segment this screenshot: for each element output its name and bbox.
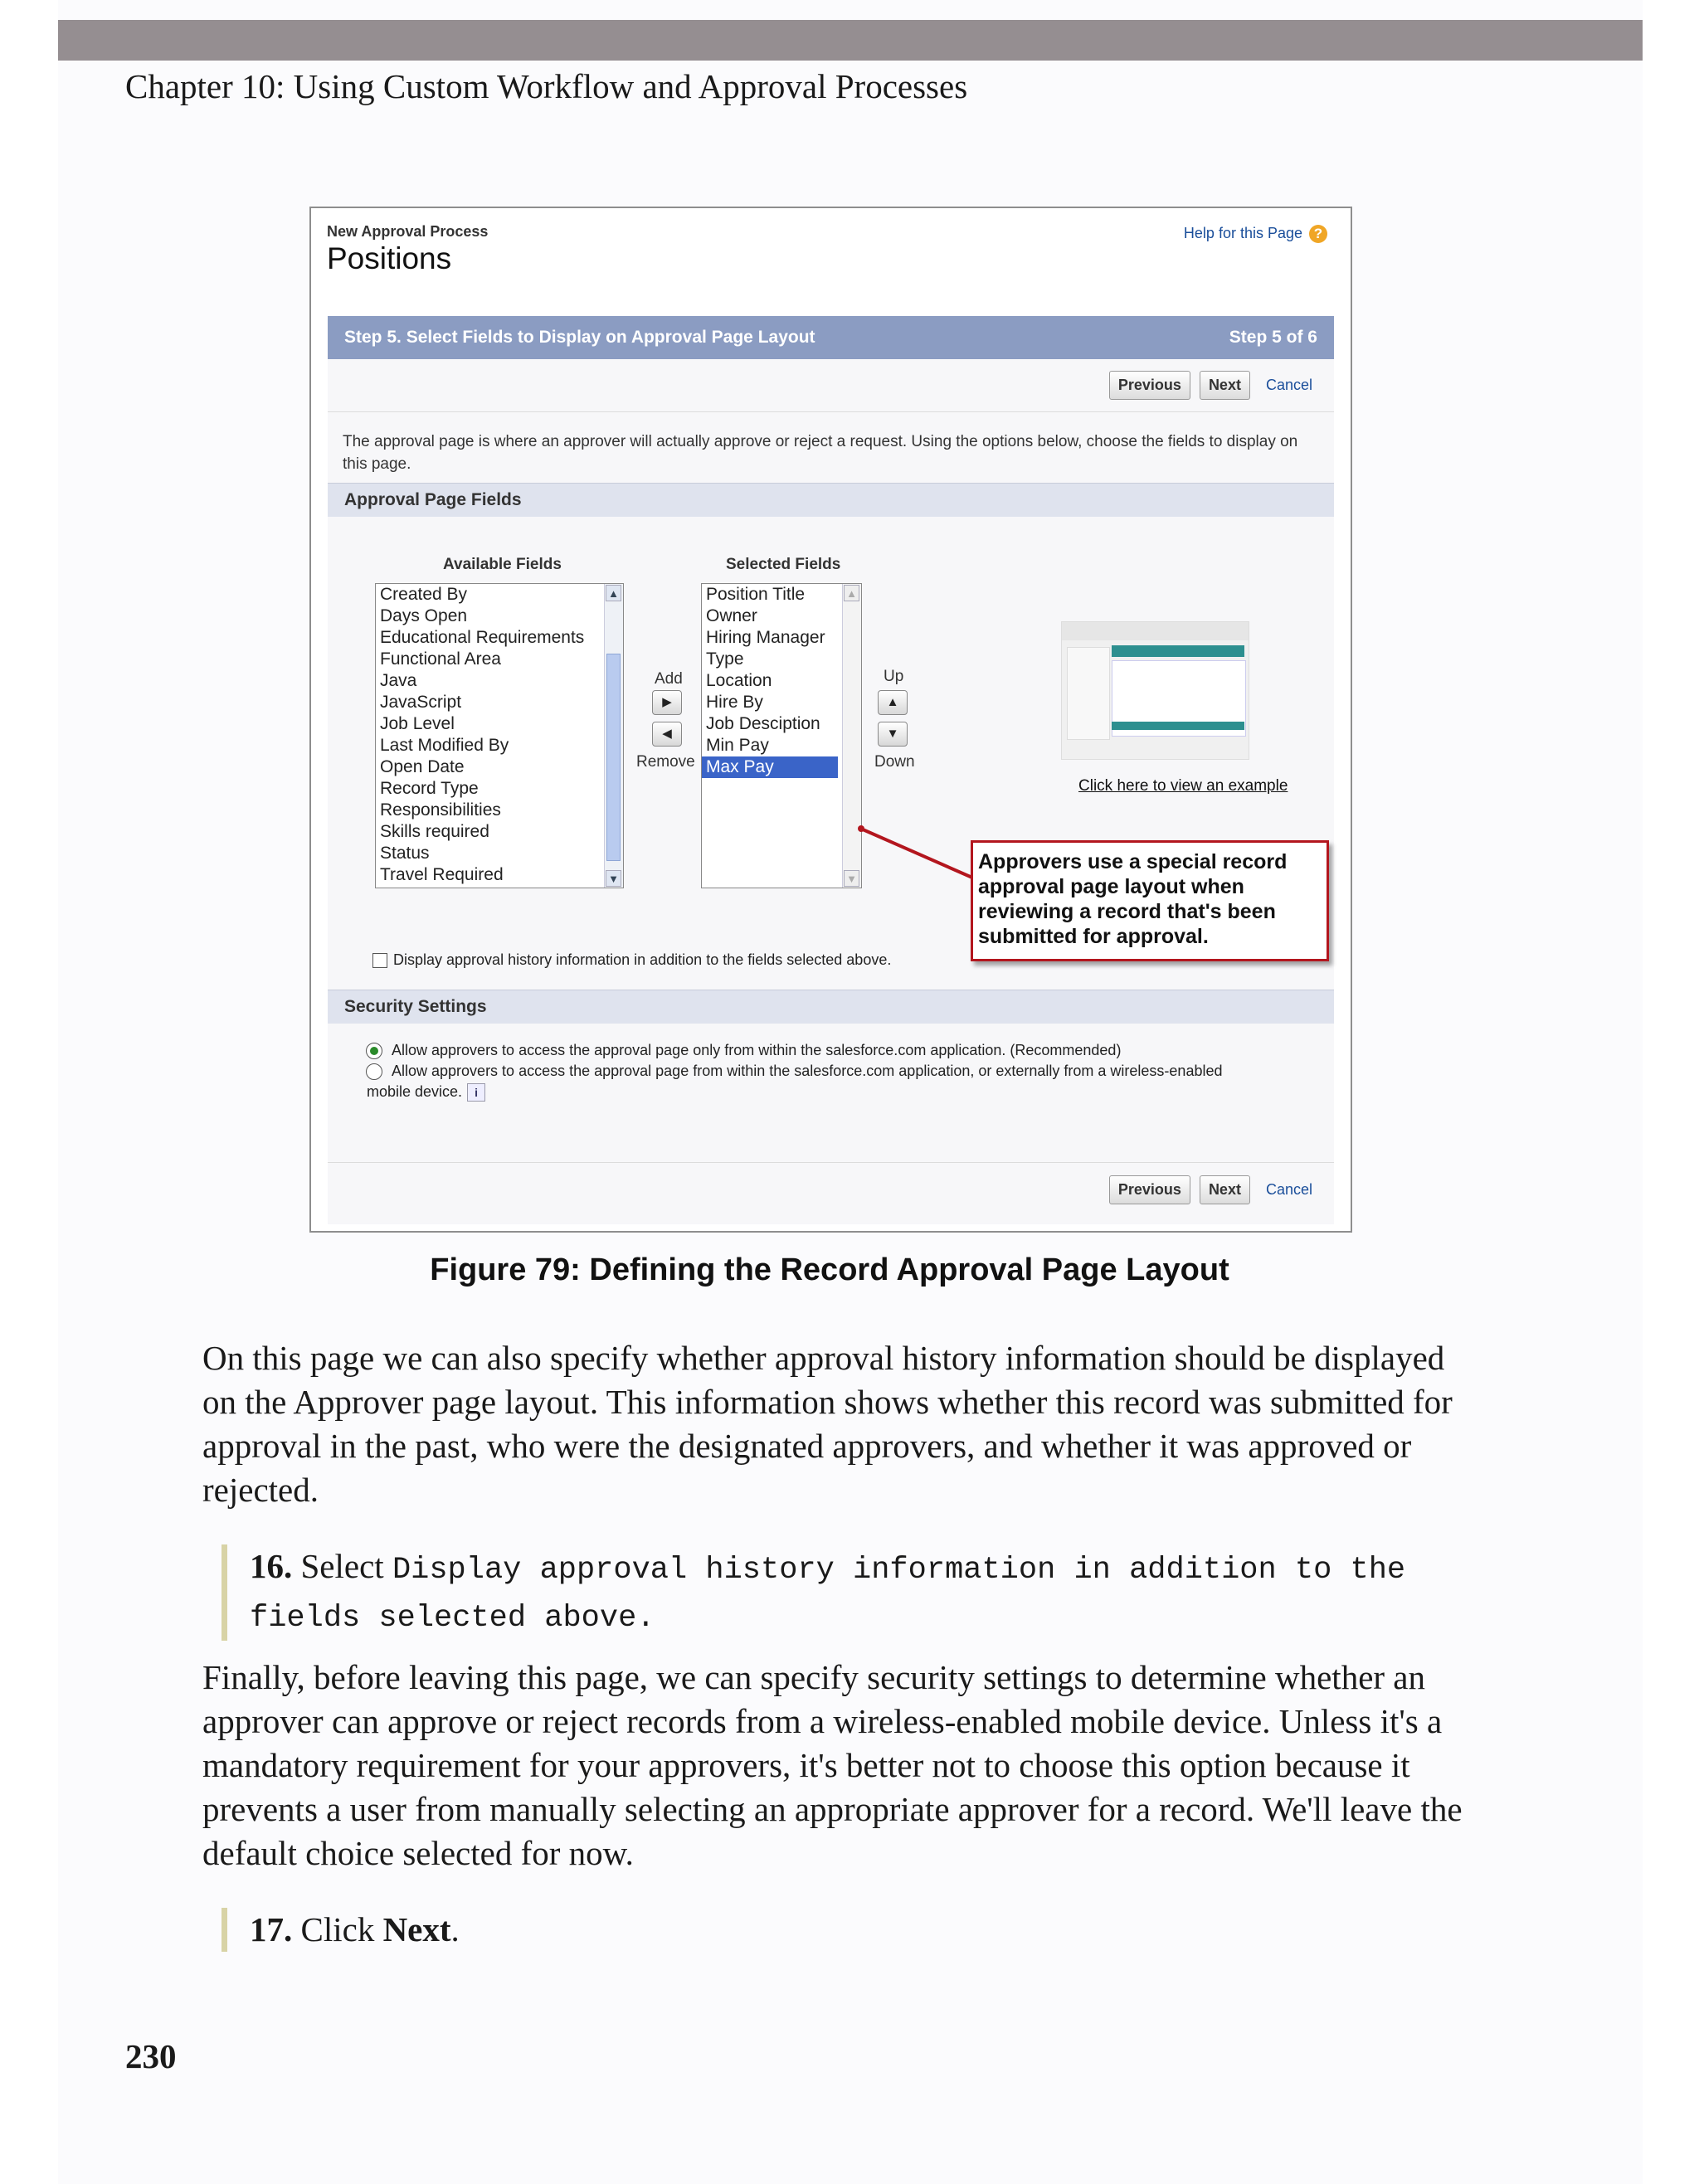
list-item[interactable]: Last Modified By [380, 736, 509, 755]
step-number: 17. [250, 1910, 293, 1948]
remove-label: Remove [636, 753, 695, 771]
previous-button[interactable]: Previous [1109, 371, 1190, 400]
chevron-down-icon[interactable]: ▼ [844, 870, 859, 887]
available-fields-header: Available Fields [443, 556, 562, 573]
question-icon[interactable]: ? [1309, 225, 1327, 243]
chevron-up-icon[interactable]: ▲ [606, 585, 621, 601]
page-number: 230 [125, 2037, 177, 2075]
step-17 [222, 1908, 460, 1952]
up-label: Up [884, 668, 904, 685]
previous-button[interactable]: Previous [1109, 1175, 1190, 1204]
list-item[interactable]: Job Level [380, 714, 455, 733]
list-item[interactable]: Min Pay [706, 736, 769, 755]
cancel-link[interactable]: Cancel [1265, 1181, 1312, 1198]
chevron-down-icon[interactable]: ▼ [606, 870, 621, 887]
list-item[interactable]: Travel Required [380, 865, 504, 884]
security-option-1-label: Allow approvers to access the approval page only from within the salesforce.com application. (Recommended) [392, 1042, 1122, 1058]
list-item[interactable]: Created By [380, 585, 468, 604]
security-option-2-cont-label: mobile device. [367, 1083, 463, 1100]
callout-box: Approvers use a special record approval page layout when reviewing a record that's been submitted for approval. [971, 840, 1329, 961]
list-item[interactable]: Type [706, 649, 744, 669]
list-item[interactable]: Open Date [380, 757, 465, 776]
figure-caption: Figure 79: Defining the Record Approval Page Layout [430, 1253, 1229, 1287]
step-verb: Click [300, 1910, 375, 1948]
list-item[interactable]: Responsibilities [380, 800, 501, 820]
step-title: Step 5. Select Fields to Display on Approval Page Layout [344, 328, 815, 347]
step-verb: Select [300, 1547, 384, 1585]
list-item[interactable]: Job Desciption [706, 714, 820, 733]
arrow-up-icon: ▲ [886, 695, 899, 709]
list-item[interactable]: Functional Area [380, 649, 501, 669]
list-item[interactable]: Hiring Manager [706, 628, 825, 647]
list-item[interactable]: Hire By [706, 693, 763, 712]
list-item[interactable]: Educational Requirements [380, 628, 585, 647]
step-target: Next [382, 1910, 451, 1948]
description: The approval page is where an approver will actually approve or reject a request. Using the options below, choose the fields to display on this page. [343, 433, 1298, 473]
next-button[interactable]: Next [1200, 1175, 1250, 1204]
approval-fields-header-label: Approval Page Fields [344, 490, 522, 509]
step-code: Display approval history information in addition to the fields selected above. [250, 1553, 1406, 1636]
selected-list-item[interactable]: Max Pay [702, 756, 838, 778]
list-item[interactable]: Status [380, 844, 430, 863]
list-item[interactable]: Position Title [706, 585, 806, 604]
step-end: . [450, 1910, 460, 1948]
example-link[interactable]: Click here to view an example [1078, 777, 1288, 795]
chapter-title: Chapter 10: Using Custom Workflow and Approval Processes [125, 67, 968, 105]
list-item[interactable]: Location [706, 671, 772, 690]
paragraph: Finally, before leaving this page, we can specify security settings to determine whether an approver can approve or reject records from a wireless-enabled mobile device. Unless it's a mandatory requirement for your approvers, it's better not to choose this option because it prevents a user from manually selecting an appropriate approver for a record. We'll leave the default choice selected for now. [202, 1658, 1463, 1872]
list-item[interactable]: Days Open [380, 606, 468, 625]
list-item[interactable]: Skills required [380, 822, 489, 841]
arrow-right-icon: ▶ [662, 695, 672, 709]
page-title: Positions [327, 241, 452, 275]
step-16 [222, 1544, 1461, 1641]
history-checkbox-label: Display approval history information in addition to the fields selected above. [393, 951, 892, 968]
paragraph: On this page we can also specify whether approval history information should be displayed on the Approver page layout. This information shows whether this record was submitted for approval in the past, who were the designated approvers, and whether it was approved or rejected. [202, 1339, 1453, 1509]
process-subtitle: New Approval Process [327, 223, 489, 240]
list-item[interactable]: Record Type [380, 779, 479, 798]
security-settings-header-label: Security Settings [344, 997, 487, 1016]
step-number: 16. [250, 1547, 293, 1585]
step-counter: Step 5 of 6 [1229, 328, 1317, 347]
add-label: Add [655, 670, 683, 688]
next-button[interactable]: Next [1200, 371, 1250, 400]
selected-fields-header: Selected Fields [726, 556, 841, 573]
list-item[interactable]: Java [380, 671, 417, 690]
cancel-link[interactable]: Cancel [1265, 377, 1312, 393]
security-option-2-label: Allow approvers to access the approval page from within the salesforce.com application, or externally from a wireless-enabled [392, 1063, 1223, 1079]
list-item[interactable]: JavaScript [380, 693, 462, 712]
chevron-up-icon[interactable]: ▲ [844, 585, 859, 601]
arrow-down-icon: ▼ [886, 727, 899, 741]
down-label: Down [874, 753, 915, 771]
list-item[interactable]: Owner [706, 606, 757, 625]
arrow-left-icon: ◀ [662, 727, 672, 741]
info-icon[interactable]: i [467, 1083, 485, 1102]
help-link-label[interactable]: Help for this Page [1183, 225, 1302, 241]
